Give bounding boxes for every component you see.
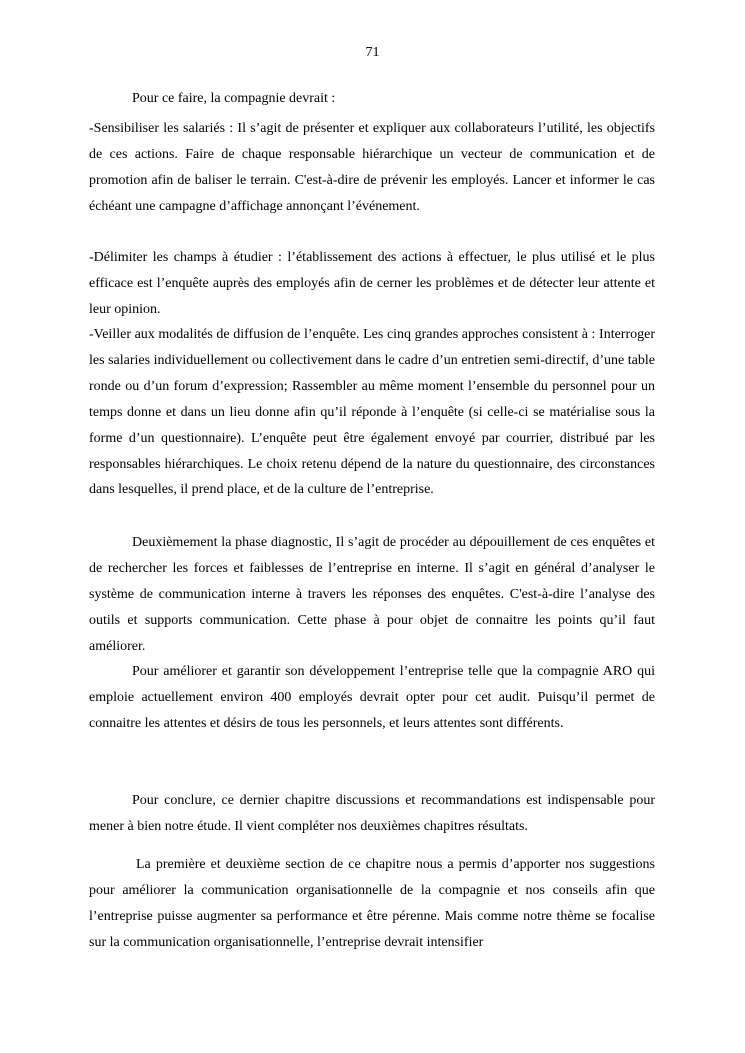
paragraph-diagnostic: Deuxièmement la phase diagnostic, Il s’agit de procéder au dépouillement de ces enquêtes et de rechercher les forces et faiblesses de l’entreprise en interne. Il s’agit en général d’analyser le système de communication interne à travers les réponses des enquêtes. C'est-à-dire l’analyse des outils et supports communication. Cette phase à pour objet de connaitre les points qu’il faut améliorer. (89, 535, 655, 654)
paragraph-delimiter: -Délimiter les champs à étudier : l’établissement des actions à effectuer, le plus utilisé et le plus efficace est l’enquête auprès des employés afin de cerner les problèmes et de détecter leur attente et leur opinion. (89, 250, 655, 317)
intro-paragraph: Pour ce faire, la compagnie devrait : (132, 91, 336, 106)
paragraph-sections: La première et deuxième section de ce chapitre nous a permis d’apporter nos suggestions pour améliorer la communication organisationnelle de la compagnie et nos conseils afin que l’entreprise puisse augmenter sa performance et être pérenne. Mais comme notre thème se focalise sur la communication organisationnelle, l’entreprise devrait intensifier (89, 857, 655, 950)
paragraph-audit: Pour améliorer et garantir son développement l’entreprise telle que la compagnie ARO qui emploie actuellement environ 400 employés devrait opter pour cet audit. Puisqu’il permet de connaitre les attentes et désirs de tous les personnels, et leurs attentes sont différents. (89, 664, 655, 731)
paragraph-conclusion: Pour conclure, ce dernier chapitre discussions et recommandations est indispensable pour mener à bien notre étude. Il vient compléter nos deuxièmes chapitres résultats. (89, 793, 655, 834)
page-number: 71 (365, 45, 380, 60)
paragraph-veiller: -Veiller aux modalités de diffusion de l’enquête. Les cinq grandes approches consistent à : Interroger les salaries individuellement ou collectivement dans le cadre d’un entretien semi-directif, d’une table ronde ou d’un forum d’expression; Rassembler au même moment l’ensemble du personnel pour un temps donne et dans un lieu donne afin qu’il réponde à l’enquête (si celle-ci se matérialise sous la forme d’un questionnaire). L’enquête peut être également envoyé par courrier, distribué par les responsables hiérarchiques. Le choix retenu dépend de la nature du questionnaire, des circonstances dans lesquelles, il prend place, et de la culture de l’entreprise. (89, 327, 655, 498)
paragraph-sensibiliser: -Sensibiliser les salariés : Il s’agit de présenter et expliquer aux collaborateurs l’utilité, les objectifs de ces actions. Faire de chaque responsable hiérarchique un vecteur de communication et de promotion afin de baliser le terrain. C'est-à-dire de prévenir les employés. Lancer et informer le cas échéant une campagne d’affichage annonçant l’événement. (89, 121, 655, 214)
